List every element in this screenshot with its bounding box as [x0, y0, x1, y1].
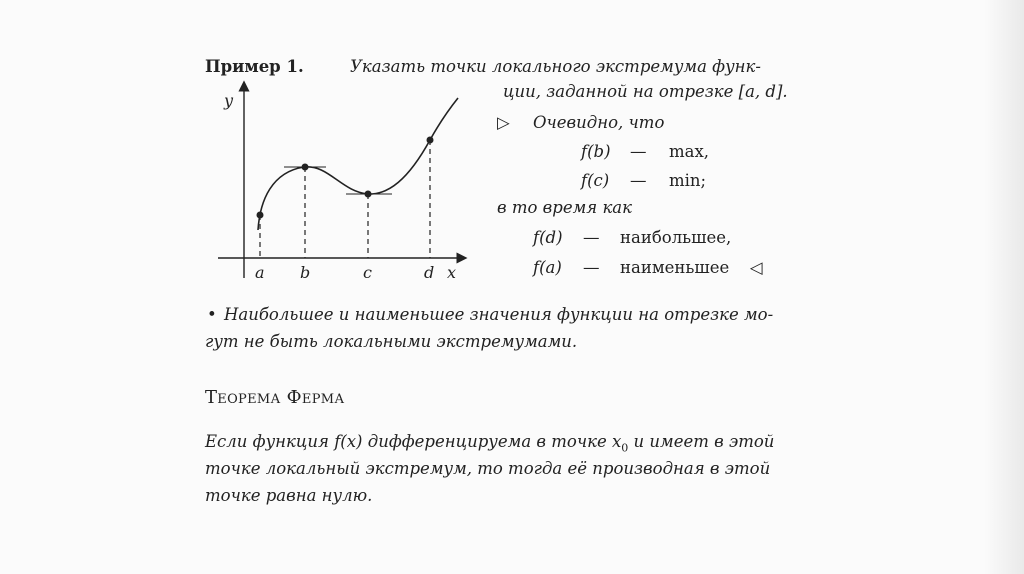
task-line-1: Указать точки локального экстремума функ- — [350, 57, 761, 76]
f-b: f(b) — [581, 142, 611, 161]
theorem-fx: f(x) — [334, 432, 363, 451]
function-curve — [258, 98, 458, 230]
point-c — [365, 191, 372, 198]
edge-shadow — [984, 0, 1024, 574]
note-line-2: гут не быть локальными экстремумами. — [205, 332, 578, 351]
least-text: наименьшее — [620, 258, 730, 277]
max-text: max, — [669, 142, 710, 161]
x-axis-label: x — [447, 263, 457, 282]
dash-3: — — [583, 228, 600, 247]
label-a: a — [255, 263, 265, 282]
function-graph — [200, 80, 480, 290]
dash-2: — — [630, 171, 647, 190]
dash-1: — — [630, 142, 647, 161]
open-mark: ▷ — [497, 113, 510, 132]
greatest-text: наибольшее, — [620, 228, 732, 247]
f-a: f(a) — [533, 258, 562, 277]
theorem-x0: x — [611, 432, 622, 451]
theorem-line-1-b: дифференцируема в точке — [367, 432, 607, 451]
note-line-1: Наибольшее и наименьшее значения функции на отрезке мо- — [224, 305, 774, 324]
dash-4: — — [583, 258, 600, 277]
label-d: d — [424, 263, 435, 282]
close-mark: ◁ — [750, 258, 763, 277]
min-text: min; — [669, 171, 707, 190]
label-c: c — [363, 263, 372, 282]
point-b — [302, 164, 309, 171]
theorem-line-1-a: Если функция — [205, 432, 329, 451]
theorem-line-1 — [205, 432, 774, 458]
while-text: в то время как — [497, 198, 632, 217]
theorem-line-3: точке равна нулю. — [205, 486, 373, 505]
example-heading: Пример 1. — [205, 57, 304, 76]
f-d: f(d) — [533, 228, 563, 247]
point-d — [427, 137, 434, 144]
y-axis-label: y — [224, 91, 234, 110]
label-b: b — [300, 263, 311, 282]
theorem-line-2: точке локальный экстремум, то тогда её производная в этой — [205, 459, 771, 478]
task-line-2: ции, заданной на отрезке [a, d]. — [503, 82, 788, 101]
theorem-line-1-c: и имеет в этой — [633, 432, 775, 451]
point-a — [257, 212, 264, 219]
obviously-text: Очевидно, что — [533, 113, 665, 132]
f-c: f(c) — [581, 171, 610, 190]
theorem-title: Теорема Ферма — [205, 387, 345, 408]
theorem-x0-sub: 0 — [621, 441, 629, 455]
note-bullet: • — [207, 305, 217, 324]
